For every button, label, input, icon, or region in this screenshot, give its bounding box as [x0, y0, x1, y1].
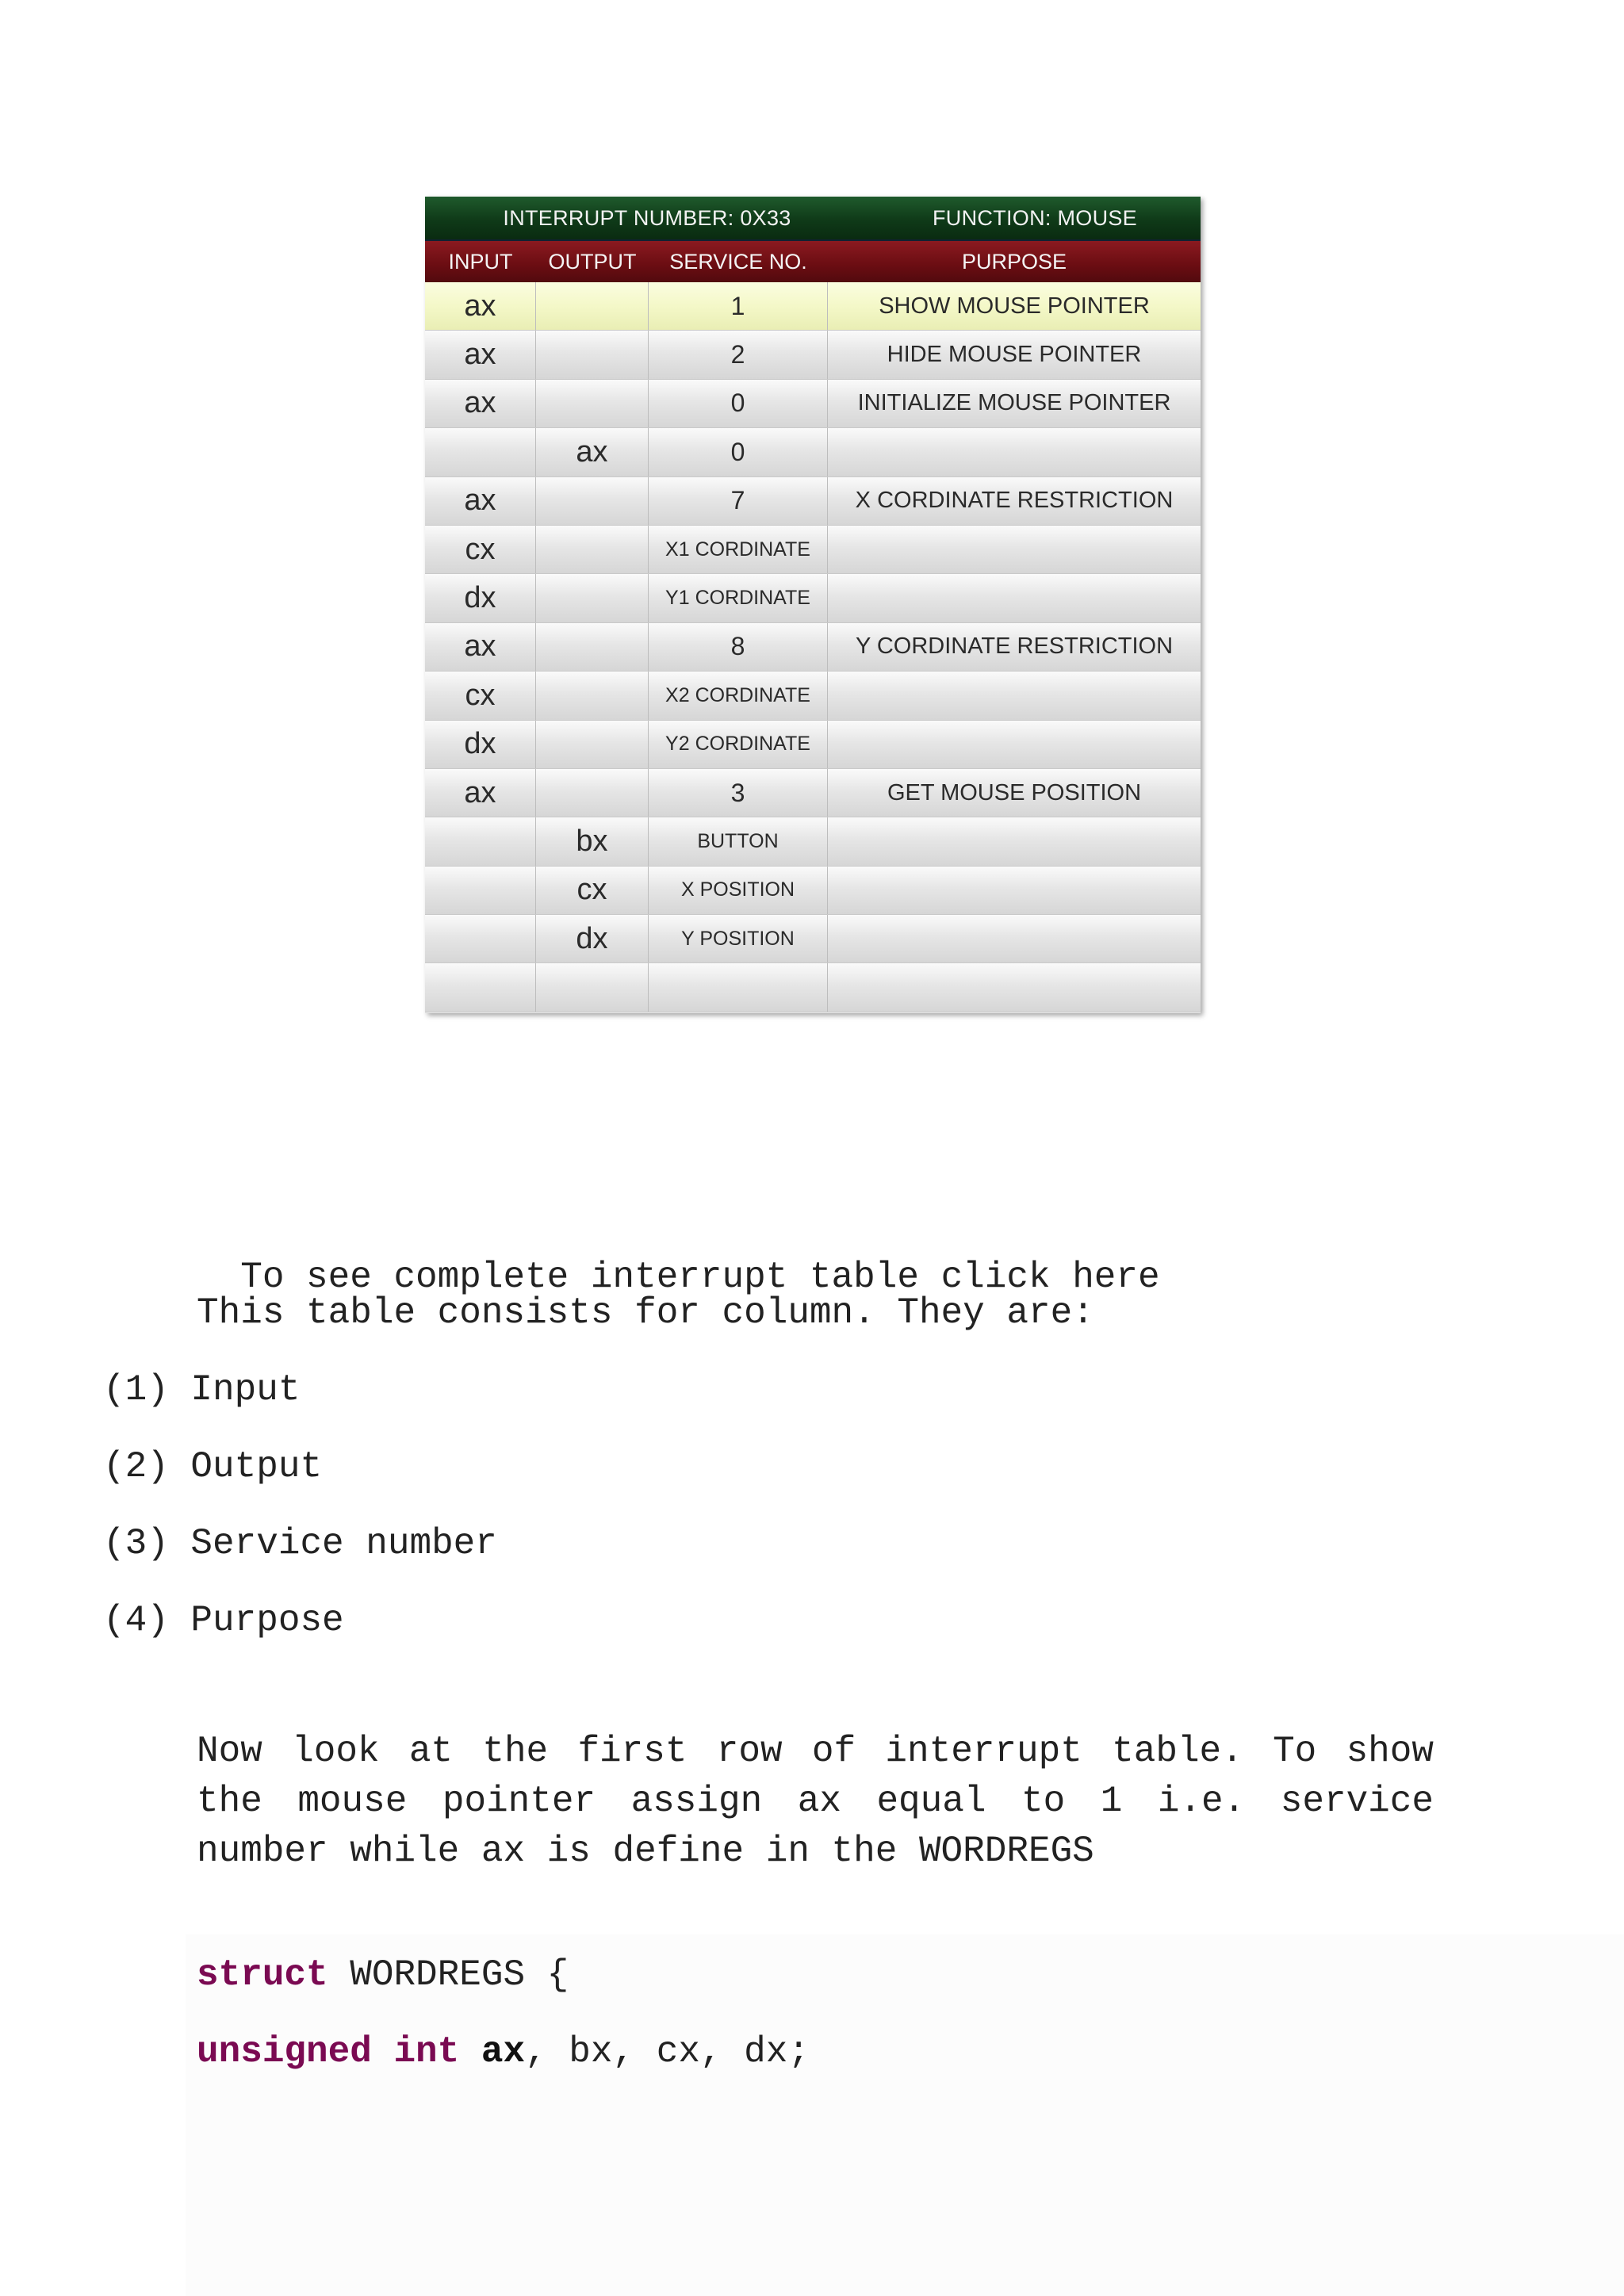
complete-table-text: To see complete interrupt table — [240, 1257, 941, 1298]
list-item-service-number: (3) Service number — [103, 1523, 497, 1564]
cell-input — [425, 769, 536, 817]
list-item-output: (2) Output — [103, 1446, 323, 1487]
cell-output — [536, 963, 649, 1011]
cell-input-text: ax — [464, 484, 496, 518]
column-header-input: INPUT — [448, 249, 513, 274]
columns-intro: This table consists for column. They are: — [197, 1292, 1094, 1334]
cell-purpose — [828, 817, 1201, 865]
cell-purpose-text: HIDE MOUSE POINTER — [887, 342, 1142, 368]
cell-output — [536, 672, 649, 719]
cell-purpose — [828, 867, 1201, 914]
keyword-struct: struct — [197, 1954, 328, 1996]
cell-output — [536, 331, 649, 378]
cell-output — [536, 721, 649, 768]
cell-service-no-text: X POSITION — [680, 878, 795, 901]
cell-output-text: bx — [576, 824, 608, 858]
cell-output — [536, 574, 649, 622]
cell-service-no-text: X1 CORDINATE — [665, 538, 810, 561]
cell-purpose — [828, 428, 1201, 476]
complete-table-line — [197, 1215, 1160, 1298]
cell-output — [536, 380, 649, 427]
cell-input — [425, 574, 536, 622]
table-row — [425, 769, 1201, 817]
table-row — [425, 915, 1201, 963]
table-row — [425, 477, 1201, 526]
cell-input-text: ax — [464, 386, 496, 420]
table-row — [425, 526, 1201, 574]
cell-purpose — [828, 721, 1201, 768]
cell-purpose — [828, 380, 1201, 427]
cell-input — [425, 721, 536, 768]
explanation-paragraph: Now look at the first row of interrupt table. To show the mouse pointer assign ax equal to 1 i.e. service number while ax is define in the WORDREGS — [197, 1731, 1434, 1872]
table-row — [425, 721, 1201, 769]
cell-purpose — [828, 477, 1201, 525]
cell-output — [536, 623, 649, 671]
cell-output — [536, 769, 649, 817]
cell-service-no — [649, 623, 828, 671]
cell-input-text: ax — [464, 289, 496, 323]
cell-input — [425, 428, 536, 476]
list-item-input: (1) Input — [103, 1369, 301, 1410]
table-row — [425, 331, 1201, 379]
cell-output — [536, 282, 649, 330]
cell-purpose — [828, 769, 1201, 817]
cell-input — [425, 331, 536, 378]
cell-service-no-text: 7 — [730, 486, 745, 515]
cell-service-no-text: 1 — [730, 291, 745, 320]
table-row — [425, 867, 1201, 915]
cell-service-no — [649, 477, 828, 525]
function-label: FUNCTION: MOUSE — [933, 205, 1137, 230]
cell-service-no — [649, 963, 828, 1011]
table-column-headers — [425, 241, 1201, 282]
cell-input-text: ax — [464, 338, 496, 372]
table-row — [425, 623, 1201, 672]
cell-purpose — [828, 574, 1201, 622]
table-title-bar — [425, 197, 1201, 241]
cell-purpose-text: GET MOUSE POSITION — [887, 779, 1142, 806]
cell-service-no — [649, 672, 828, 719]
cell-service-no-text: 3 — [730, 778, 745, 807]
member-ax: ax — [481, 2031, 526, 2072]
table-row — [425, 672, 1201, 720]
table-row — [425, 574, 1201, 622]
cell-purpose — [828, 672, 1201, 719]
table-body — [425, 282, 1201, 1012]
keyword-unsigned-int: unsigned int — [197, 2031, 460, 2072]
cell-output-text: cx — [576, 873, 607, 907]
cell-input-text: cx — [465, 678, 496, 712]
cell-service-no — [649, 331, 828, 378]
code-line-struct — [197, 1954, 569, 1996]
cell-purpose-text: INITIALIZE MOUSE POINTER — [857, 390, 1171, 416]
cell-input — [425, 915, 536, 962]
cell-purpose — [828, 526, 1201, 573]
column-header-service: SERVICE NO. — [669, 249, 807, 274]
cell-purpose — [828, 331, 1201, 378]
table-row — [425, 963, 1201, 1012]
table-row — [425, 380, 1201, 428]
cell-output-text: dx — [576, 921, 608, 955]
cell-input — [425, 817, 536, 865]
cell-input — [425, 963, 536, 1011]
cell-input-text: dx — [464, 727, 496, 761]
cell-service-no — [649, 526, 828, 573]
table-row — [425, 282, 1201, 331]
cell-service-no — [649, 915, 828, 962]
cell-input — [425, 672, 536, 719]
table-row — [425, 817, 1201, 866]
cell-purpose — [828, 963, 1201, 1011]
interrupt-number-label: INTERRUPT NUMBER: 0X33 — [503, 205, 791, 230]
cell-output — [536, 526, 649, 573]
cell-purpose — [828, 915, 1201, 962]
cell-service-no — [649, 428, 828, 476]
cell-service-no-text: 2 — [730, 340, 745, 369]
code-line-members — [197, 2031, 810, 2072]
column-header-purpose: PURPOSE — [961, 249, 1067, 274]
member-rest: , bx, cx, dx; — [525, 2031, 810, 2072]
cell-service-no — [649, 574, 828, 622]
cell-input — [425, 282, 536, 330]
cell-purpose — [828, 282, 1201, 330]
cell-output — [536, 477, 649, 525]
cell-service-no-text: Y POSITION — [681, 927, 795, 950]
struct-name: WORDREGS { — [327, 1954, 569, 1996]
cell-service-no — [649, 721, 828, 768]
cell-purpose-text: SHOW MOUSE POINTER — [879, 293, 1150, 319]
cell-input-text: cx — [465, 532, 496, 566]
cell-service-no — [649, 282, 828, 330]
cell-service-no — [649, 867, 828, 914]
click-here-link[interactable]: click here — [940, 1257, 1160, 1298]
cell-input-text: dx — [464, 581, 496, 615]
cell-input — [425, 477, 536, 525]
cell-output — [536, 428, 649, 476]
cell-output — [536, 915, 649, 962]
cell-purpose-text: Y CORDINATE RESTRICTION — [855, 633, 1174, 660]
cell-service-no-text: 8 — [730, 632, 745, 661]
cell-input-text: ax — [464, 629, 496, 664]
cell-service-no-text: Y1 CORDINATE — [665, 587, 810, 610]
cell-service-no — [649, 817, 828, 865]
cell-service-no — [649, 380, 828, 427]
cell-input — [425, 380, 536, 427]
cell-input — [425, 623, 536, 671]
cell-purpose-text: X CORDINATE RESTRICTION — [855, 488, 1174, 514]
interrupt-table — [425, 197, 1201, 1013]
cell-service-no-text: 0 — [730, 437, 745, 466]
cell-service-no-text: X2 CORDINATE — [665, 683, 810, 706]
column-header-output: OUTPUT — [548, 249, 637, 274]
cell-service-no-text: 0 — [730, 388, 745, 418]
cell-input-text: ax — [464, 775, 496, 809]
cell-service-no — [649, 769, 828, 817]
cell-service-no-text: Y2 CORDINATE — [665, 733, 810, 756]
cell-output — [536, 817, 649, 865]
table-row — [425, 428, 1201, 476]
cell-output-text: ax — [576, 434, 608, 469]
cell-input — [425, 867, 536, 914]
cell-purpose — [828, 623, 1201, 671]
list-item-purpose: (4) Purpose — [103, 1600, 344, 1641]
cell-service-no-text: BUTTON — [697, 829, 779, 852]
cell-input — [425, 526, 536, 573]
cell-output — [536, 867, 649, 914]
